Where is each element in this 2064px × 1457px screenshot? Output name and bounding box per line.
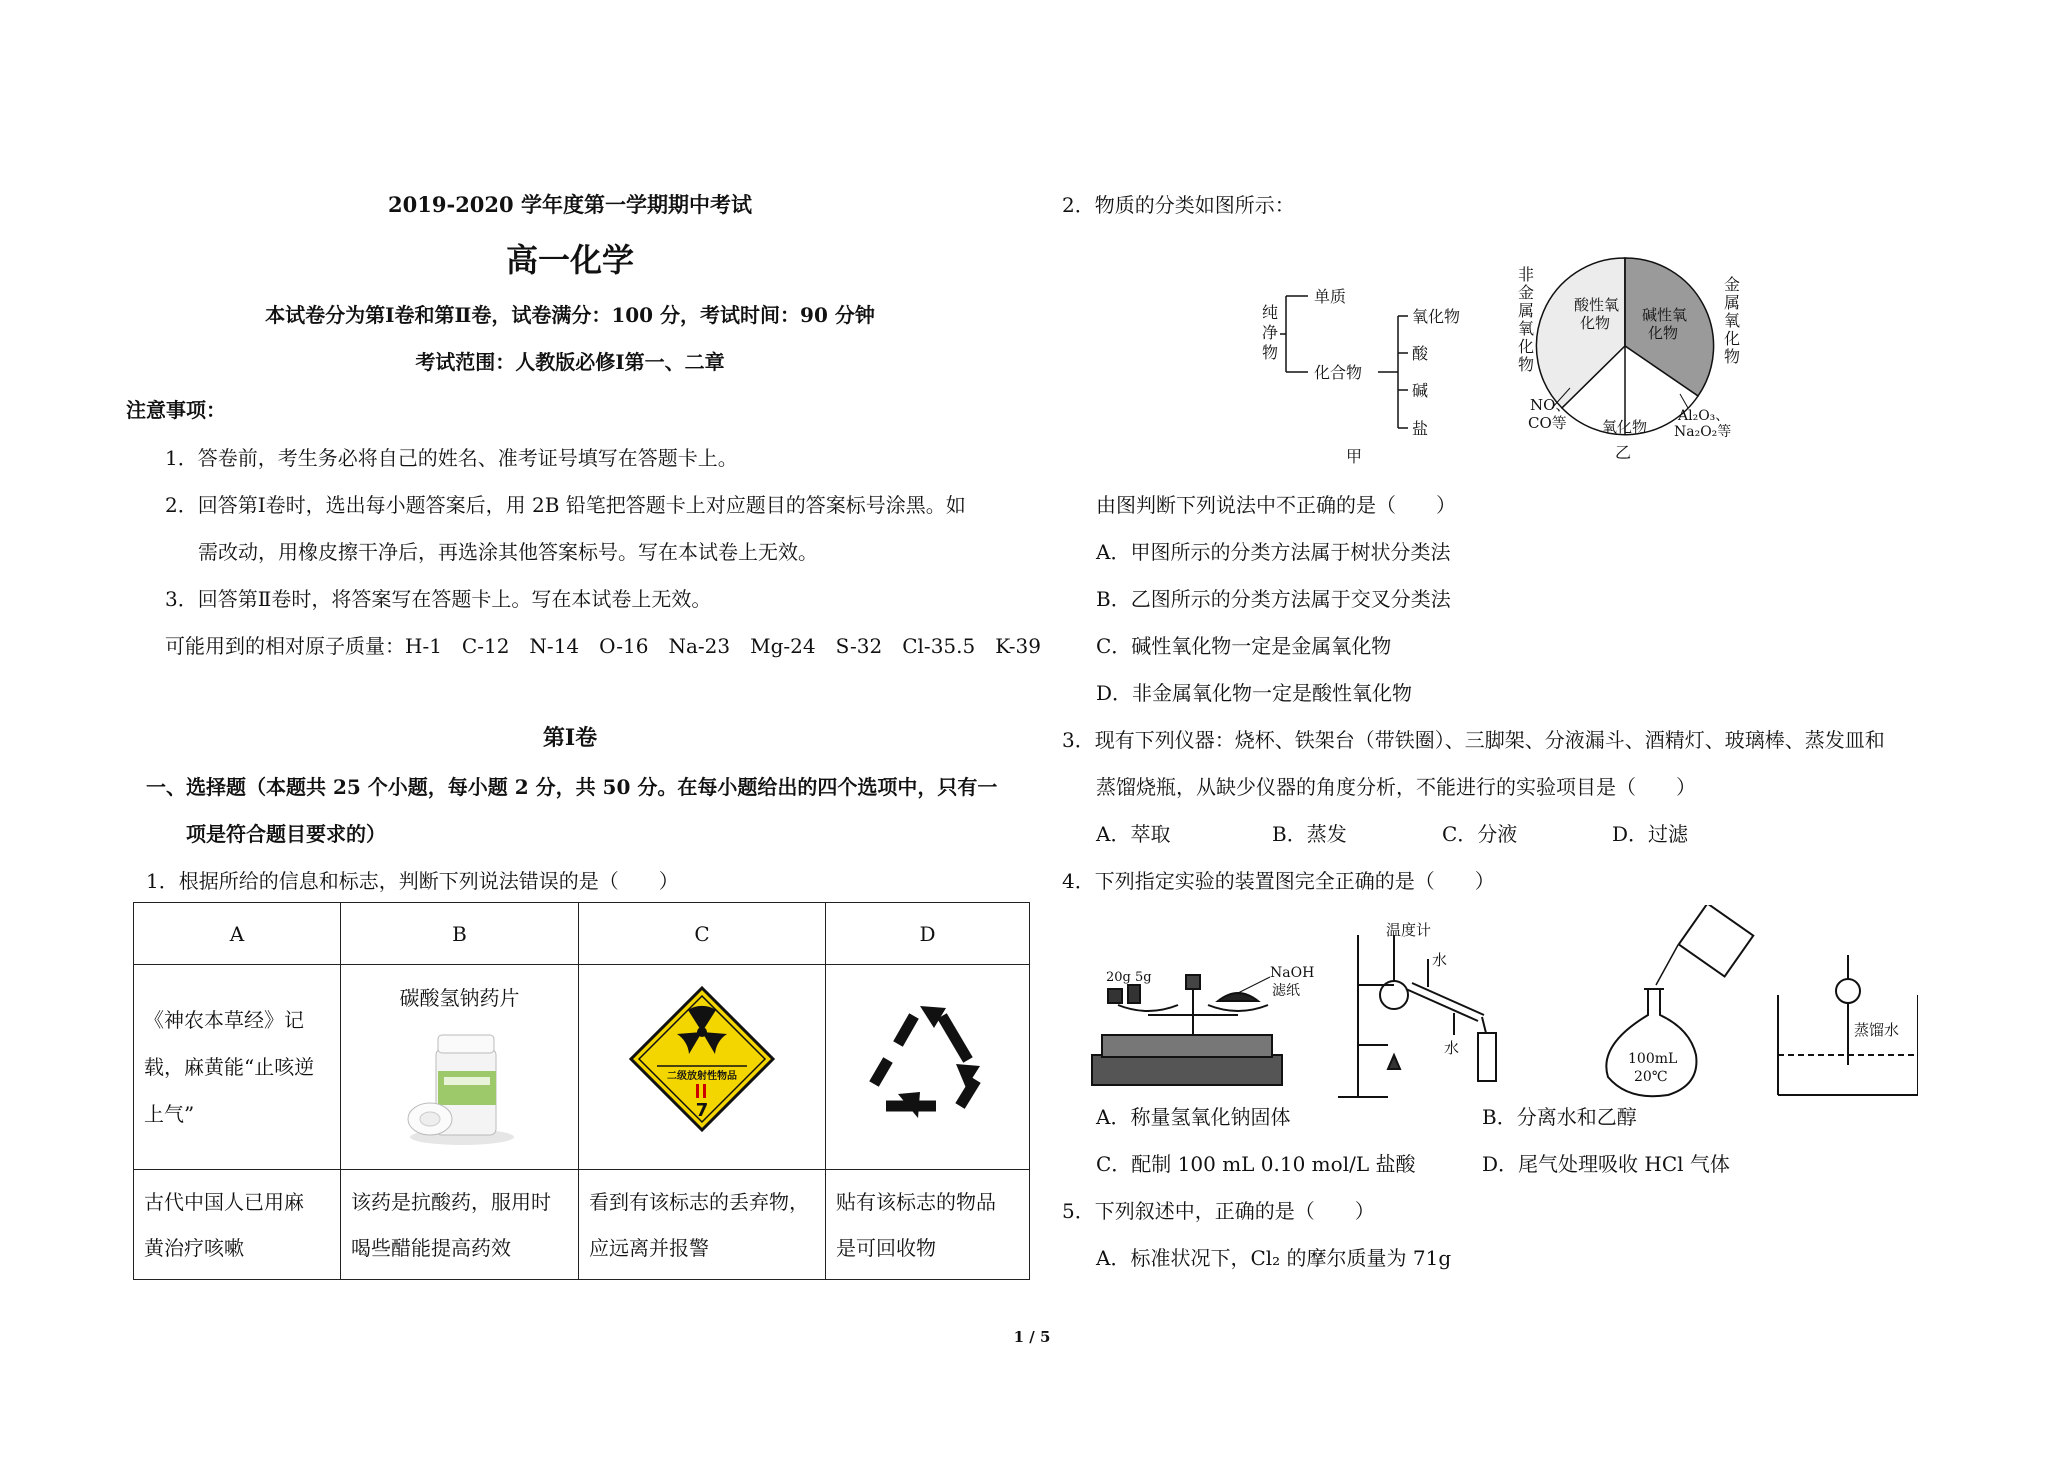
q2-tree-diagram bbox=[1258, 276, 1488, 466]
section-heading-line2: 项是符合题目要求的） bbox=[186, 822, 386, 846]
q1-statement-a-line1: 古代中国人已用麻 bbox=[144, 1189, 304, 1214]
section-heading-line1: 一、选择题（本题共 25 个小题，每小题 2 分，共 50 分。在每小题给出的四个选项中，只有一 bbox=[146, 775, 998, 799]
distillation-apparatus bbox=[1338, 935, 1496, 1097]
naoh-label: NaOH bbox=[1270, 965, 1315, 981]
q3-option-a[interactable]: A．萃取 bbox=[1096, 822, 1171, 846]
q3-line1: 3．现有下列仪器：烧杯、铁架台（带铁圈）、三脚架、分液漏斗、酒精灯、玻璃棒、蒸发皿和 bbox=[1062, 728, 1885, 752]
q2-stem: 2．物质的分类如图所示： bbox=[1062, 193, 1295, 217]
pie-right-label-3: 氧 bbox=[1724, 311, 1741, 330]
pie-right-label-5: 物 bbox=[1724, 347, 1741, 366]
q1-cell-a bbox=[134, 965, 341, 1170]
radioactive-sign-label: 二级放射性物品 bbox=[667, 1071, 737, 1082]
flask-volume-label: 100mL bbox=[1628, 1051, 1678, 1067]
balance-apparatus bbox=[1092, 975, 1282, 1085]
q2-option-a[interactable]: A．甲图所示的分类方法属于树状分类法 bbox=[1096, 540, 1451, 564]
pie-base-line2: 化物 bbox=[1648, 324, 1679, 342]
page-number: 1 / 5 bbox=[1013, 1328, 1051, 1346]
tree-caption: 甲 bbox=[1346, 447, 1363, 466]
q1-cell-b-caption: 碳酸氢钠药片 bbox=[399, 986, 520, 1010]
notes-heading: 注意事项： bbox=[126, 398, 226, 422]
water-out-label: 水 bbox=[1444, 1039, 1460, 1057]
pie-left-label-6: 物 bbox=[1518, 355, 1535, 374]
pie-left-label-3: 属 bbox=[1518, 301, 1535, 320]
radioactive-sign-icon bbox=[627, 984, 777, 1134]
distilled-water-label: 蒸馏水 bbox=[1854, 1021, 1900, 1039]
volumetric-flask-apparatus bbox=[1606, 905, 1753, 1096]
q5-stem: 5．下列叙述中，正确的是（ ） bbox=[1062, 1199, 1375, 1223]
balance-weights-label: 20g 5g bbox=[1106, 970, 1152, 985]
exam-title-line: 2019-2020 学年度第一学期期中考试 bbox=[388, 192, 752, 217]
pie-left-label-1: 非 bbox=[1518, 265, 1535, 284]
q1-stem: 1．根据所给的信息和标志，判断下列说法错误的是（ ） bbox=[146, 869, 679, 893]
q2-option-d[interactable]: D．非金属氧化物一定是酸性氧化物 bbox=[1096, 681, 1413, 705]
q3-option-b[interactable]: B．蒸发 bbox=[1272, 822, 1347, 846]
atomic-masses: 可能用到的相对原子质量：H-1 C-12 N-14 O-16 Na-23 Mg-24 S-32 Cl-35.5 K-39 bbox=[165, 634, 1041, 658]
q2-option-b[interactable]: B．乙图所示的分类方法属于交叉分类法 bbox=[1096, 587, 1451, 611]
tree-root-char2: 净 bbox=[1262, 323, 1279, 342]
pie-right-label-1: 金 bbox=[1724, 275, 1741, 294]
note-item-1: 1．答卷前，考生务必将自己的姓名、准考证号填写在答题卡上。 bbox=[165, 446, 738, 470]
medicine-bottle-image bbox=[400, 1019, 520, 1149]
q4-option-c[interactable]: C．配制 100 mL 0.10 mol/L 盐酸 bbox=[1096, 1152, 1416, 1176]
tree-node-acid: 酸 bbox=[1412, 344, 1429, 363]
pie-bottom-right-2: Na₂O₂等 bbox=[1674, 424, 1732, 440]
pie-bottom-right-1: Al₂O₃、 bbox=[1678, 408, 1730, 424]
q1-cell-a-line1: 《神农本草经》记 bbox=[144, 1007, 304, 1032]
q4-apparatus-figure bbox=[1088, 905, 1918, 1105]
q1-cell-d bbox=[826, 965, 1030, 1170]
q3-option-c[interactable]: C．分液 bbox=[1442, 822, 1518, 846]
pie-acid-line2: 化物 bbox=[1580, 314, 1611, 332]
pie-left-label-5: 化 bbox=[1518, 337, 1535, 356]
flask-temp-label: 20℃ bbox=[1634, 1069, 1668, 1085]
q4-option-a[interactable]: A．称量氢氧化钠固体 bbox=[1096, 1105, 1291, 1129]
pie-right-label-2: 属 bbox=[1724, 293, 1741, 312]
tree-node-salt: 盐 bbox=[1412, 419, 1429, 438]
q4-option-b[interactable]: B．分离水和乙醇 bbox=[1482, 1105, 1637, 1129]
part1-title: 第Ⅰ卷 bbox=[542, 725, 598, 751]
pie-bottom-left-1: NO、 bbox=[1530, 396, 1571, 414]
q1-statement-a-line2: 黄治疗咳嗽 bbox=[144, 1235, 244, 1260]
note-item-2-cont: 需改动，用橡皮擦干净后，再选涂其他答案标号。写在本试卷上无效。 bbox=[198, 540, 818, 564]
pie-base-line1: 碱性氧 bbox=[1642, 306, 1688, 324]
pie-left-label-2: 金 bbox=[1518, 283, 1535, 302]
pie-caption: 乙 bbox=[1615, 443, 1632, 460]
q1-statement-b-line1: 该药是抗酸药，服用时 bbox=[351, 1189, 551, 1214]
q1-cell-a-line3: 上气” bbox=[144, 1101, 195, 1126]
q1-statement-d-line1: 贴有该标志的物品 bbox=[836, 1189, 996, 1214]
q4-stem: 4．下列指定实验的装置图完全正确的是（ ） bbox=[1062, 869, 1495, 893]
q1-cell-a-line2: 载，麻黄能“止咳逆 bbox=[144, 1054, 315, 1079]
tree-root-char3: 物 bbox=[1262, 343, 1279, 362]
pie-bottom-left-2: CO等 bbox=[1528, 414, 1567, 432]
tree-node-compound: 化合物 bbox=[1314, 363, 1363, 382]
pie-right-label-4: 化 bbox=[1724, 329, 1741, 348]
recycle-icon bbox=[858, 994, 998, 1124]
pie-left-label-4: 氧 bbox=[1518, 319, 1535, 338]
note-item-3: 3．回答第Ⅱ卷时，将答案写在答题卡上。写在本试卷上无效。 bbox=[165, 587, 712, 611]
note-item-2: 2．回答第Ⅰ卷时，选出每小题答案后，用 2B 铅笔把答题卡上对应题目的答案标号涂黑。如 bbox=[165, 493, 966, 517]
q1-statement-c-line1: 看到有该标志的丢弃物， bbox=[589, 1189, 809, 1214]
pie-bottom-mid: 氧化物 bbox=[1602, 418, 1648, 436]
q1-statement-b-line2: 喝些醋能提高药效 bbox=[351, 1235, 511, 1260]
q1-cell-b bbox=[341, 965, 579, 1170]
tree-node-base: 碱 bbox=[1412, 381, 1429, 400]
q3-option-d[interactable]: D．过滤 bbox=[1612, 822, 1689, 846]
q1-statement-c-line2: 应远离并报警 bbox=[589, 1235, 709, 1260]
q1-statement-c bbox=[579, 1170, 826, 1280]
q2-question: 由图判断下列说法中不正确的是（ ） bbox=[1096, 493, 1456, 517]
q1-header-d: D bbox=[826, 903, 1030, 965]
q1-statement-d bbox=[826, 1170, 1030, 1280]
q3-line2: 蒸馏烧瓶，从缺少仪器的角度分析，不能进行的实验项目是（ ） bbox=[1096, 775, 1696, 799]
tree-node-oxide: 氧化物 bbox=[1412, 307, 1461, 326]
q2-option-c[interactable]: C．碱性氧化物一定是金属氧化物 bbox=[1096, 634, 1392, 658]
q2-pie-diagram bbox=[1510, 250, 1770, 460]
radioactive-sign-class: 7 bbox=[695, 1100, 709, 1121]
q4-option-d[interactable]: D．尾气处理吸收 HCl 气体 bbox=[1482, 1152, 1730, 1176]
q1-statement-d-line2: 是可回收物 bbox=[836, 1235, 936, 1260]
tree-root-char1: 纯 bbox=[1262, 303, 1279, 322]
water-in-label: 水 bbox=[1432, 951, 1448, 969]
q1-header-a: A bbox=[134, 903, 341, 965]
q1-statement-a bbox=[134, 1170, 341, 1280]
thermometer-label: 温度计 bbox=[1386, 921, 1432, 939]
exam-info-line: 本试卷分为第Ⅰ卷和第Ⅱ卷，试卷满分：100 分，考试时间：90 分钟 bbox=[265, 303, 875, 327]
q1-cell-c bbox=[579, 965, 826, 1170]
q1-header-c: C bbox=[579, 903, 826, 965]
filter-paper-label: 滤纸 bbox=[1272, 983, 1300, 999]
q1-header-b: B bbox=[341, 903, 579, 965]
subject-title: 高一化学 bbox=[505, 241, 634, 279]
exam-scope-line: 考试范围：人教版必修Ⅰ第一、二章 bbox=[415, 350, 725, 374]
q1-table bbox=[133, 902, 1030, 1280]
q1-statement-b bbox=[341, 1170, 579, 1280]
q5-option-a[interactable]: A．标准状况下，Cl₂ 的摩尔质量为 71g bbox=[1096, 1246, 1452, 1270]
tree-node-element: 单质 bbox=[1314, 287, 1347, 306]
pie-acid-line1: 酸性氧 bbox=[1574, 296, 1620, 314]
